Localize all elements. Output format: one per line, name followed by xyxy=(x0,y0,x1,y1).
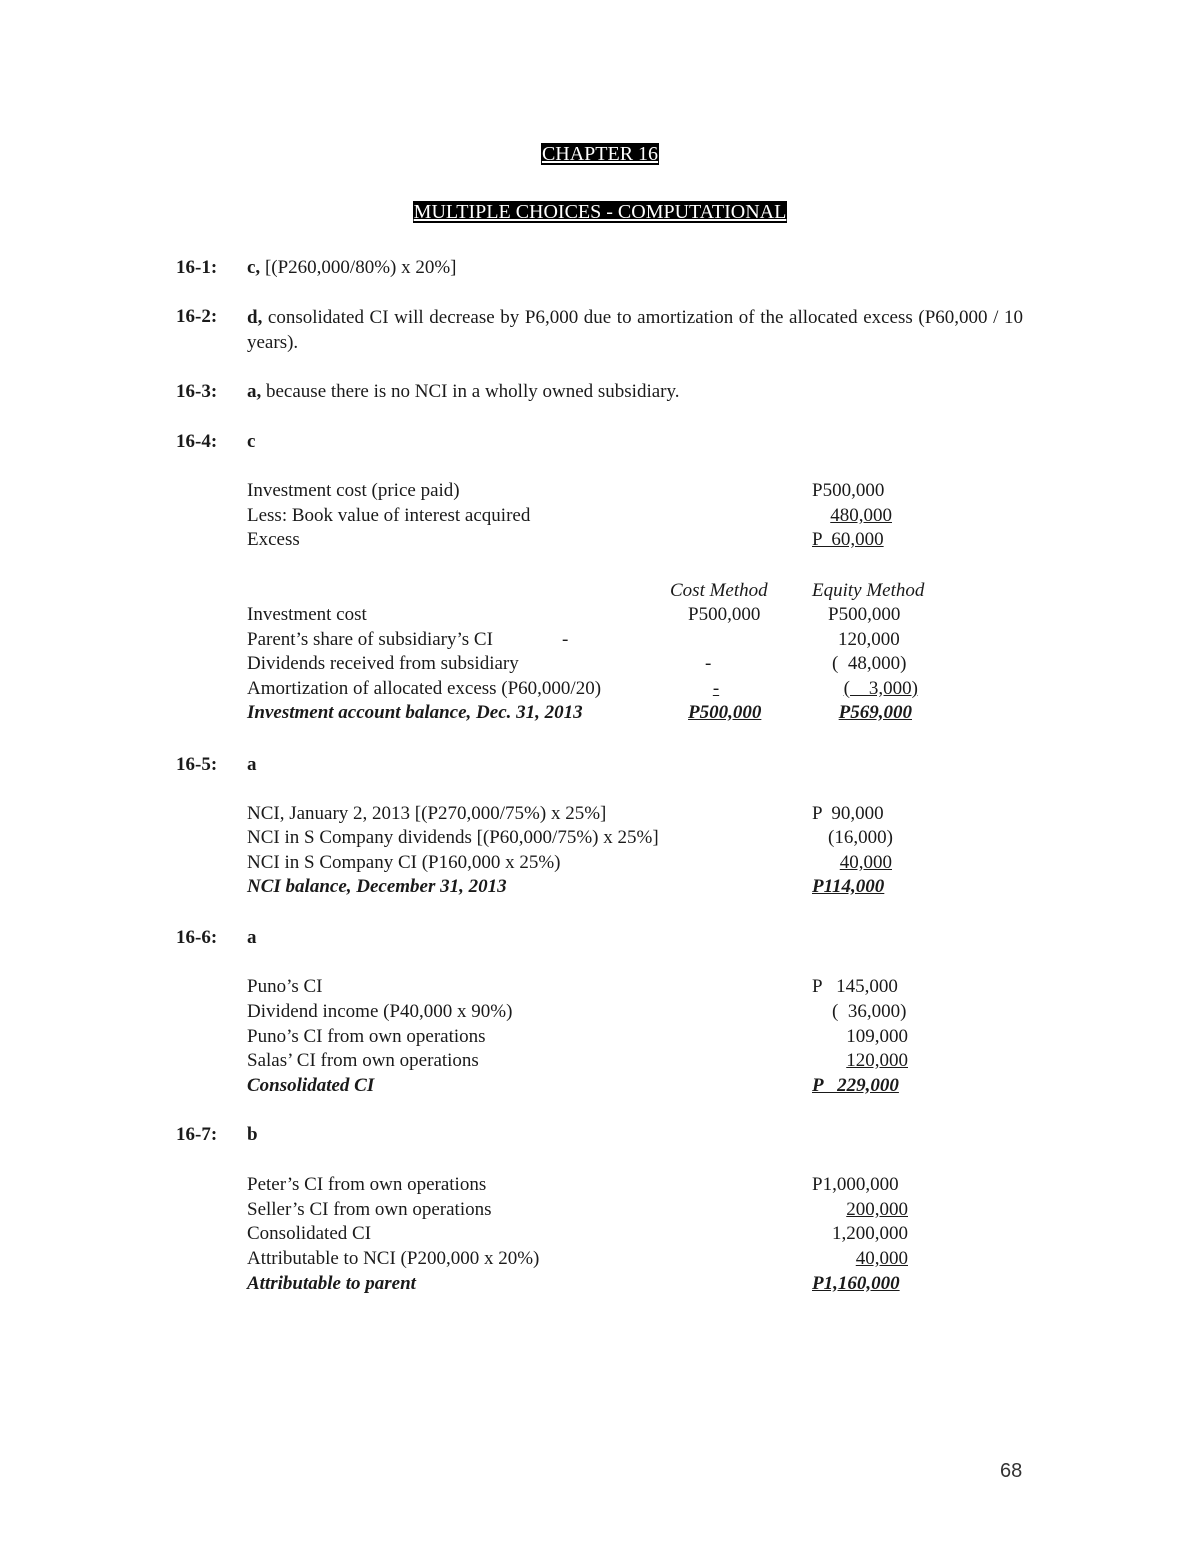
row-label: Less: Book value of interest acquired xyxy=(247,505,531,526)
equity-value: ( 48,000) xyxy=(832,653,907,674)
question-number: 16-5: xyxy=(176,754,218,775)
row-value: P 60,000 xyxy=(812,529,884,550)
column-header-cost: Cost Method xyxy=(670,580,768,601)
row-label: Parent’s share of subsidiary’s CI xyxy=(247,629,493,650)
question-number: 16-2: xyxy=(176,306,218,327)
question-number: 16-4: xyxy=(176,431,218,452)
answer-text: because there is no NCI in a wholly owned subsidiary. xyxy=(261,381,680,402)
question-number: 16-3: xyxy=(176,381,218,402)
page-number: 68 xyxy=(1000,1460,1023,1482)
row-value: 40,000 xyxy=(855,1248,908,1269)
answer-line xyxy=(247,305,1023,355)
row-label: Puno’s CI xyxy=(247,976,323,997)
equity-value: ( 3,000) xyxy=(843,678,918,699)
row-value: P1,000,000 xyxy=(812,1174,899,1195)
row-value: P500,000 xyxy=(812,480,885,501)
row-value: 200,000 xyxy=(846,1199,908,1220)
row-label: NCI in S Company CI (P160,000 x 25%) xyxy=(247,852,561,873)
row-label: NCI in S Company dividends [(P60,000/75%) x 25%] xyxy=(247,827,659,848)
answer-text: consolidated CI will decrease by P6,000 due to amortization of the allocated excess (P60,000 / 10 years). xyxy=(247,307,1023,353)
equity-value: P500,000 xyxy=(828,604,901,625)
answer-letter: c xyxy=(247,431,256,452)
row-label: NCI, January 2, 2013 [(P270,000/75%) x 25%] xyxy=(247,803,607,824)
answer-letter: a xyxy=(247,754,257,775)
total-label: NCI balance, December 31, 2013 xyxy=(247,876,507,897)
row-value: 120,000 xyxy=(846,1050,908,1071)
equity-value: 120,000 xyxy=(838,629,900,650)
row-value: P 145,000 xyxy=(812,976,898,997)
row-label: Investment cost (price paid) xyxy=(247,480,460,501)
row-value: 480,000 xyxy=(830,505,892,526)
cost-value: - xyxy=(562,629,569,650)
total-value: P114,000 xyxy=(812,876,885,897)
total-label: Consolidated CI xyxy=(247,1075,375,1096)
row-label: Consolidated CI xyxy=(247,1223,372,1244)
row-value: ( 36,000) xyxy=(832,1001,907,1022)
total-value: P 229,000 xyxy=(812,1075,899,1096)
row-value: (16,000) xyxy=(828,827,893,848)
cost-total: P500,000 xyxy=(688,702,762,723)
row-label: Seller’s CI from own operations xyxy=(247,1199,492,1220)
row-label: Investment cost xyxy=(247,604,367,625)
answer-line xyxy=(247,380,680,404)
answer-letter: a, xyxy=(247,381,262,402)
total-value: P1,160,000 xyxy=(812,1273,900,1294)
row-label: Salas’ CI from own operations xyxy=(247,1050,479,1071)
answer-text: [(P260,000/80%) x 20%] xyxy=(260,257,457,278)
row-label: Dividends received from subsidiary xyxy=(247,653,519,674)
row-value: 40,000 xyxy=(839,852,892,873)
equity-total: P569,000 xyxy=(838,702,912,723)
chapter-title: CHAPTER 16 xyxy=(541,143,659,165)
section-title: MULTIPLE CHOICES - COMPUTATIONAL xyxy=(413,201,787,223)
row-label: Amortization of allocated excess (P60,000/20) xyxy=(247,678,602,699)
question-number: 16-1: xyxy=(176,257,218,278)
answer-letter: d, xyxy=(247,307,263,328)
answer-letter: b xyxy=(247,1124,258,1145)
cost-value: - xyxy=(705,653,712,674)
row-label: Peter’s CI from own operations xyxy=(247,1174,487,1195)
question-number: 16-7: xyxy=(176,1124,218,1145)
answer-letter: c, xyxy=(247,257,261,278)
row-value: P 90,000 xyxy=(812,803,884,824)
total-label: Attributable to parent xyxy=(247,1273,416,1294)
row-label: Dividend income (P40,000 x 90%) xyxy=(247,1001,513,1022)
row-label: Puno’s CI from own operations xyxy=(247,1026,486,1047)
question-number: 16-6: xyxy=(176,927,218,948)
cost-value: - xyxy=(712,678,720,699)
row-value: 109,000 xyxy=(846,1026,908,1047)
cost-value: P500,000 xyxy=(688,604,761,625)
row-label: Excess xyxy=(247,529,300,550)
row-value: 1,200,000 xyxy=(832,1223,908,1244)
total-label: Investment account balance, Dec. 31, 2013 xyxy=(247,702,583,723)
row-label: Attributable to NCI (P200,000 x 20%) xyxy=(247,1248,540,1269)
column-header-equity: Equity Method xyxy=(812,580,925,601)
answer-line xyxy=(247,256,457,280)
answer-letter: a xyxy=(247,927,257,948)
